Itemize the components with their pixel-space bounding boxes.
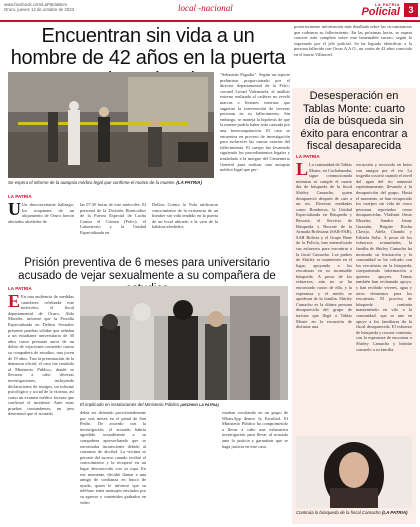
article3-col2b (152, 410, 218, 524)
portrait-photo (296, 436, 412, 508)
page-number: 3 (404, 3, 418, 17)
article1-headline: Encuentran sin vida a un hombre de 42 años en la puerta (10, 25, 286, 69)
article1-col1 (8, 202, 74, 254)
article1-col1-text: Un desconcertante hallazgo, los ocupantes de un alojamiento de Oruro fueron alertados alrededor de (8, 202, 74, 224)
article1-caption (8, 180, 214, 185)
article2-tag: LA PATRIA (296, 154, 320, 159)
article2-caption-text: Continúa la búsqueda de la fiscal Camacho (296, 510, 381, 515)
article3-headline: Prisión preventiva de 6 meses para universitario acusado de vejar sexualmente a su compañera de (18, 257, 276, 282)
crime-scene-photo (8, 72, 214, 178)
article2-caption-credit: (LA PATRIA) (381, 510, 408, 515)
section-title: local -nacional (178, 3, 233, 13)
brand-logo (330, 2, 400, 18)
page-header (0, 0, 420, 22)
article2-headline: Desesperación en Tablas Monte: cuarto día de búsqueda sin éxito para encontrar a fiscal desaparecida (300, 90, 408, 152)
article1-col3: Delitos Contra la Vida ratificaron conocimiento de la existencia de un hombre sin vida tendido en la puerta de un local ubicado a la vera de la baldosa alrededor, (152, 202, 218, 230)
article3-tag: LA PATRIA (8, 286, 32, 291)
article3-caption-credit: (ARCHIVO LA PATRIA) (180, 403, 219, 407)
article3-col1 (8, 294, 74, 524)
article1-photo (8, 72, 214, 178)
brand-top: LA PATRIA (374, 2, 400, 7)
article1-col-right: "Sebastián Pagador". Según un reporte preliminar proporcionado por el director departamental de la Felcc, coronel Lionel Valenzuela, el análisis externo realizado al cadáver no reveló marcas o lesiones externas que sugieran la intervención de terceras personas en su fallecimiento. Sin embargo, se maneja la hipótesis de que la muerte podría haber sido causada por una broncoaspiración. El caso se encuentra en proceso de investigación para esclarecer las causas exactas del fallecimiento. El cuerpo fue levantado siguiendo los procedimientos legales y trasladado a la morgue del Cementerio General para realizar una autopsia médico legal que per- (220, 72, 290, 173)
article2-col1-text: La comunidad de Tablas Monte, en Cochabamba, sigue conmocionada mientras se cumple el cuarto día de búsqueda de la fiscal Shirley Camacho, quien desapareció después de caer a un río. Diversas entidades como Bomberos, la Unidad Especializada en Búsqueda y Rescate, el Servicio de Búsqueda y Rescate de la Armada Boliviana (SAR-FAB), SAR Bolivia y el Grupo Bene de la Policía, han intensificado sus esfuerzos para encontrar a la fiscal Camacho. Los padres de Shirley se mantienen en el lugar, apoyando a los rescatistas en su incansable búsqueda. A pesar de los esfuerzos, aún no se ha encontrado rastro de ella, y la esperanza y el miedo se apoderan de la familia. Shirley Camacho es la última persona desaparecida del grupo de turistas que llegó a Tablas Monte en la excursión de disfrutar una (296, 162, 352, 330)
article1-col2: las 07:30 horas de este miércoles. El personal de la División Homicidios de la Fuerza Especial de Lucha Contra el Crimen (Felcc), el Laboratorio y la Unidad Especializada en (80, 202, 146, 235)
article2-photo (296, 436, 412, 508)
article3-photo (80, 286, 288, 400)
article1-dropcap: U (8, 202, 21, 219)
article3-col1-text: En una audiencia de medidas cautelares celebrada este miércoles, el fiscal departamental de Oruro, Aldo Morales, informó que la Fiscalía Especializada en Delitos Sexuales presentó pruebas sólidas que señalan a un estudiante universitario de 30 años como presunto autor de un delito de vejaciones cometido contra su compañera de estudios, una joven de 19 años. Tras la presentación de la denuncia oficial, el caso fue remitido al Ministerio Público, donde se llevaron a cabo diversas investigaciones, incluyendo declaraciones de testigos, un informe psicológico y social de la víctima, así como un examen médico forense que confirmó el incidente. Ante estas pruebas contundentes, un juez determinó que el acusado (8, 294, 74, 417)
article3-col3: estaban circulando en un grupo de WhatsApp dentro la Facultad. El Ministerio Público ha comprometido a llevar a cabo una exhaustiva investigación para llevar al acusado ante la justicia y garantizar que se haga justicia en este caso. (222, 410, 288, 449)
header-meta (4, 2, 74, 12)
article2-col1 (296, 162, 352, 432)
article1-col-far-right: posteriormente información más detallada sobre las circunstancias que rodearon su fallecimiento. En las próximas horas, se espera conocer más completo sobre este lamentable suceso, según lo expresado por el jefe policial. Se ha logrado identificar a la persona fallecida con Oscar A.A.O., un varón de 42 años conocido en el barrio Villarroel. (294, 24, 412, 57)
article2-caption (296, 510, 412, 515)
article3-caption-text: El implicado en instalaciones del Ministerio Público (80, 402, 180, 407)
article3-caption (80, 402, 288, 408)
article2-col2: excursión y recorrido en botes con amigos por el río. La tragedia ocurrió cuando el nivel del agua del río aumentó repentinamente, llevando a la desaparición del grupo. Hasta el momento, se han recuperado los cuerpos sin vida de cinco personas reportadas como desaparecidas: Vladimir Omar Morales, Sandra Jenny Guzmán, Brigitte Rocha Clavijo, Adela Chambi y Fabiola Soliz. A pesar de los esfuerzos acumulados, la familia de Shirley Camacho ha mostrado su frustración y la comunidad se ha volcado con los rescatistas en la búsqueda, compartiendo información a quienes apoyen. Tomas también han reclamado apoyo, y han recibido víveres, agua y otros elementos para los rescatistas. El proceso de búsqueda continúa manteniendo en vilo a la comunidad, que se une en apoyo a los familiares de la fiscal desaparecida. El esfuerzo de búsqueda y rescate continúa, con la esperanza de encontrar a Shirley Camacho y brindar consuelo a su familia. (356, 162, 412, 352)
article3-col2: debía ser detenido provisionalmente por seis meses en el penal de San Pedro. De acuerdo con la investigación, el acusado habría agredido sexualmente a su compañera aprovechando que se encontraba inconsciente debido al consumo de alcohol. La víctima se percató del suceso cuando recibió el conocimiento y la recuperó en un lugar desconocido con su ropa. En ese momento, decidió llamar a una amiga de confianza en busca de ayuda, quien le informó que su teléfono tenía mensajes enviados por su agresor y contenidos grabados en video (80, 410, 146, 505)
article1-tag: LA PATRIA (8, 194, 32, 199)
facebook-link: www.facebook.com/LaPatriaBeni (4, 2, 67, 7)
article1-caption-credit: (LA PATRIA) (176, 180, 202, 185)
publication-date: Oruro, jueves 12 de octubre de 2023 (4, 7, 74, 13)
article2-dropcap: L (296, 162, 309, 179)
article1-caption-text: Se espera el informe de la autopsia médico legal que confirme el motivo de la muerte. (8, 180, 176, 185)
brand-name: Policial (361, 6, 400, 18)
article2-sidebar (292, 88, 416, 524)
article3-dropcap: E (8, 294, 21, 311)
courthouse-photo (80, 286, 288, 400)
